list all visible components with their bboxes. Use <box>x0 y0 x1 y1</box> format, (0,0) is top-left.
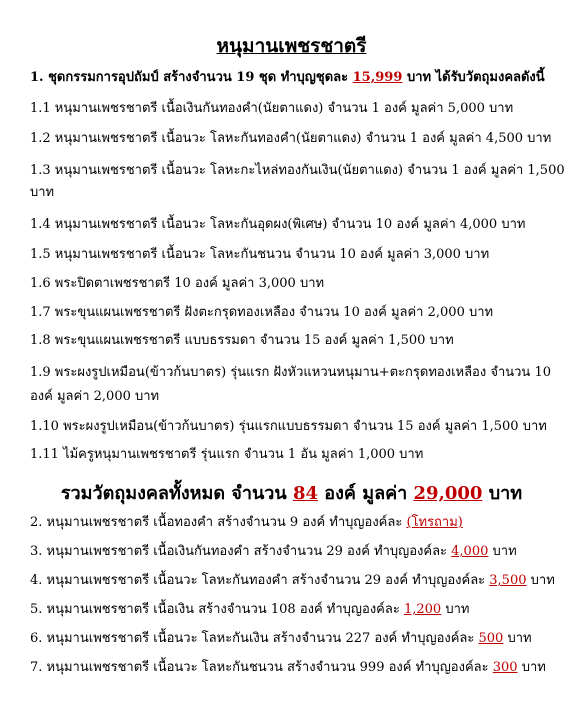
other-item-text: 5. หนุมานเพชรชาตรี เนื้อเงิน สร้างจำนวน 108 องค์ ทำบุญองค์ละ <box>30 602 400 617</box>
set-item-1-11: 1.11 ไม้ครูหนุมานเพชรชาตรี รุ่นแรก จำนวน 1 อัน มูลค่า 1,000 บาท <box>30 447 424 462</box>
other-item-suffix: บาท <box>445 602 470 617</box>
set-item-1-4: 1.4 หนุมานเพชรชาตรี เนื้อนวะ โลหะกันอุดผง(พิเศษ) จำนวน 10 องค์ มูลค่า 4,000 บาท <box>30 217 526 232</box>
set-header <box>30 69 570 86</box>
other-item-suffix: บาท <box>521 660 546 675</box>
other-item-4 <box>30 572 570 589</box>
other-item-5 <box>30 601 570 618</box>
other-item-price: 500 <box>478 631 504 646</box>
summary-middle: องค์ มูลค่า <box>324 483 408 504</box>
set-item-1-3: 1.3 หนุมานเพชรชาตรี เนื้อนวะ โลหะกะไหล่ทองกันเงิน(นัยตาแดง) จำนวน 1 องค์ มูลค่า 1,500 บาท <box>30 163 565 200</box>
set-item-1-6: 1.6 พระปิดตาเพชรชาตรี 10 องค์ มูลค่า 3,000 บาท <box>30 276 325 291</box>
summary-value: 29,000 <box>413 483 483 504</box>
set-item-1-2: 1.2 หนุมานเพชรชาตรี เนื้อนวะ โลหะกันทองคำ(นัยตาแดง) จำนวน 1 องค์ มูลค่า 4,500 บาท <box>30 131 552 146</box>
other-item-6 <box>30 630 570 647</box>
set-item-1-7: 1.7 พระขุนแผนเพชรชาตรี ฝังตะกรุดทองเหลือง จำนวน 10 องค์ มูลค่า 2,000 บาท <box>30 305 494 320</box>
other-item-price: 1,200 <box>403 602 442 617</box>
set-item-1-10: 1.10 พระผงรูปเหมือน(ข้าวก้นบาตร) รุ่นแรกแบบธรรมดา จำนวน 15 องค์ มูลค่า 1,500 บาท <box>30 419 547 434</box>
other-item-text: 4. หนุมานเพชรชาตรี เนื้อนวะ โลหะกันทองคำ สร้างจำนวน 29 องค์ ทำบุญองค์ละ <box>30 573 486 588</box>
set-item-1-5: 1.5 หนุมานเพชรชาตรี เนื้อนวะ โลหะกันชนวน จำนวน 10 องค์ มูลค่า 3,000 บาท <box>30 247 490 262</box>
summary-unit: บาท <box>488 483 523 504</box>
set-header-suffix: บาท ได้รับวัตถุมงคลดังนี้ <box>406 70 545 85</box>
summary-count: 84 <box>292 483 319 504</box>
other-item-price: 300 <box>492 660 518 675</box>
other-item-suffix: บาท <box>507 631 532 646</box>
set-item-1-9: 1.9 พระผงรูปเหมือน(ข้าวก้นบาตร) รุ่นแรก ฝังหัวแหวนหนุมาน+ตะกรุดทองเหลือง จำนวน 10 องค์ มูลค่า 2,000 บาท <box>30 365 551 404</box>
set-item-1-8: 1.8 พระขุนแผนเพชรชาตรี แบบธรรมดา จำนวน 15 องค์ มูลค่า 1,500 บาท <box>30 333 454 348</box>
summary-text: รวมวัตถุมงคลทั้งหมด จำนวน <box>60 483 287 504</box>
other-item-2 <box>30 514 570 531</box>
other-item-text: 3. หนุมานเพชรชาตรี เนื้อเงินกันทองคำ สร้างจำนวน 29 องค์ ทำบุญองค์ละ <box>30 544 448 559</box>
other-item-text: 7. หนุมานเพชรชาตรี เนื้อนวะ โลหะกันชนวน สร้างจำนวน 999 องค์ ทำบุญองค์ละ <box>30 660 489 675</box>
set-header-price: 15,999 <box>352 70 403 85</box>
other-item-7 <box>30 659 570 676</box>
other-item-suffix: บาท <box>492 544 517 559</box>
other-item-price: (โทรถาม) <box>406 515 463 530</box>
other-item-text: 2. หนุมานเพชรชาตรี เนื้อทองคำ สร้างจำนวน 9 องค์ ทำบุญองค์ละ <box>30 515 403 530</box>
other-item-price: 3,500 <box>489 573 527 588</box>
set-header-text: 1. ชุดกรรมการอุปถัมป์ สร้างจำนวน 19 ชุด ทำบุญชุดละ <box>30 70 349 85</box>
summary-line <box>0 478 583 507</box>
set-item-1-1: 1.1 หนุมานเพชรชาตรี เนื้อเงินกันทองคำ(นัยตาแดง) จำนวน 1 องค์ มูลค่า 5,000 บาท <box>30 101 514 116</box>
other-item-3 <box>30 543 570 560</box>
page-title: หนุมานเพชรชาตรี <box>216 35 367 57</box>
other-item-text: 6. หนุมานเพชรชาตรี เนื้อนวะ โลหะกันเงิน สร้างจำนวน 227 องค์ ทำบุญองค์ละ <box>30 631 475 646</box>
other-item-price: 4,000 <box>451 544 489 559</box>
other-item-suffix: บาท <box>530 573 555 588</box>
